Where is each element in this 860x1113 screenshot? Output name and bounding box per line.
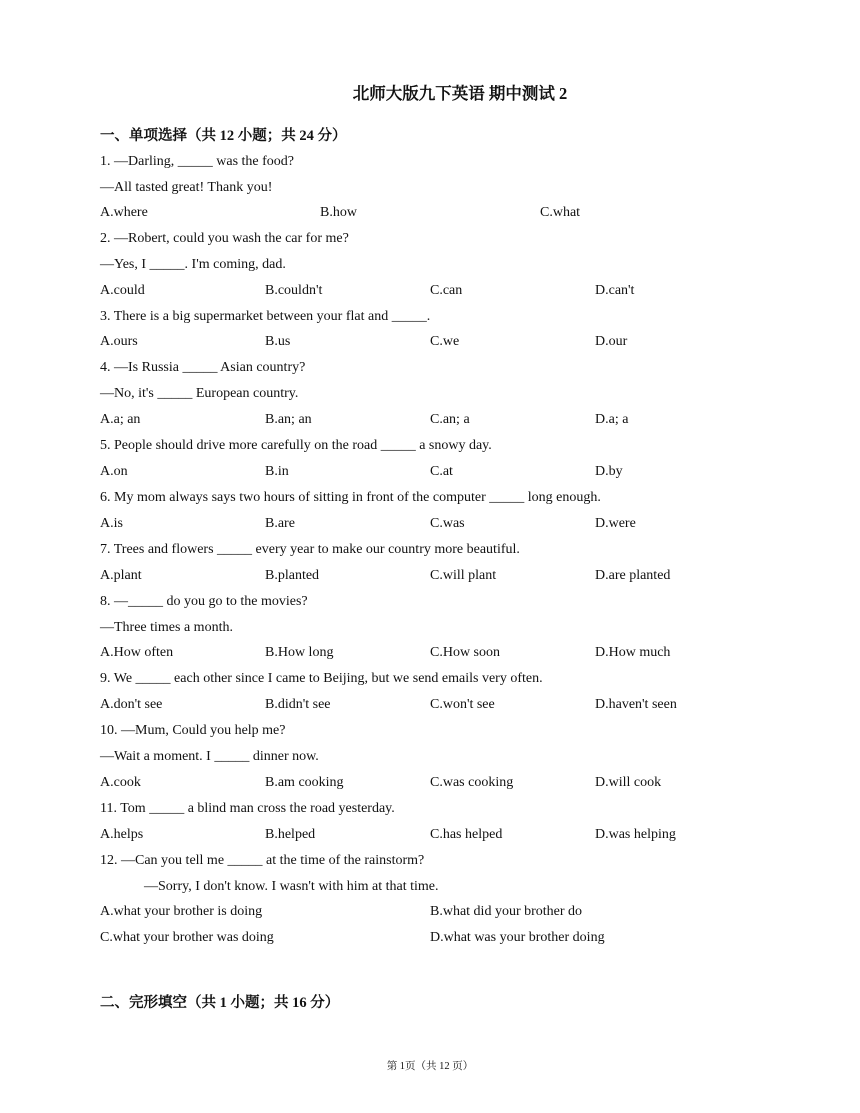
option-a: A.a; an [100,412,141,427]
option-a: A.helps [100,827,144,842]
option-d: D.a; a [595,412,629,427]
option-d: D.haven't seen [595,697,677,712]
option-b: B.didn't see [265,697,331,712]
question-12-reply: —Sorry, I don't know. I wasn't with him at that time. [144,879,439,894]
option-b: B.helped [265,827,316,842]
question-10-options [100,774,800,792]
option-d: D.can't [595,283,635,298]
option-d: D.are planted [595,568,671,583]
option-b: B.an; an [265,412,312,427]
question-4-options [100,411,800,429]
question-4-reply: —No, it's _____ European country. [100,386,299,401]
option-a: A.is [100,516,123,531]
option-d: D.were [595,516,636,531]
question-6-stem: 6. My mom always says two hours of sitting in front of the computer _____ long enough. [100,490,601,505]
option-c: C.was [430,516,465,531]
option-b: B.what did your brother do [430,904,583,919]
option-b: B.how [320,205,357,220]
question-12-options-cd [100,929,800,947]
option-c: C.what [540,205,581,220]
option-b: B.planted [265,568,320,583]
question-12-stem: 12. —Can you tell me _____ at the time of the rainstorm? [100,853,425,868]
option-c: C.How soon [430,645,501,660]
question-1-options [100,204,800,222]
option-a: A.where [100,205,148,220]
question-3-stem: 3. There is a big supermarket between your flat and _____. [100,309,431,324]
page-footer: 第 1页（共 12 页） [386,1061,474,1072]
option-b: B.us [265,334,291,349]
question-2-stem: 2. —Robert, could you wash the car for me? [100,231,349,246]
question-8-options [100,644,800,662]
question-2-options [100,282,800,300]
option-c: C.an; a [430,412,470,427]
option-c: C.what your brother was doing [100,930,274,945]
question-8-reply: —Three times a month. [100,620,233,635]
page-title: 北师大版九下英语 期中测试 2 [352,84,568,103]
question-10-reply: —Wait a moment. I _____ dinner now. [100,749,319,764]
question-1-reply: —All tasted great! Thank you! [100,180,273,195]
option-a: A.don't see [100,697,163,712]
section-heading-choice: 一、单项选择（共 12 小题；共 24 分） [100,128,347,144]
option-d: D.our [595,334,628,349]
option-d: D.was helping [595,827,676,842]
option-a: A.cook [100,775,141,790]
option-c: C.has helped [430,827,503,842]
question-5-options [100,463,800,481]
option-d: D.will cook [595,775,662,790]
question-4-stem: 4. —Is Russia _____ Asian country? [100,360,306,375]
option-a: A.plant [100,568,142,583]
option-b: B.am cooking [265,775,344,790]
option-d: D.what was your brother doing [430,930,605,945]
question-8-stem: 8. —_____ do you go to the movies? [100,594,308,609]
option-a: A.what your brother is doing [100,904,263,919]
question-9-stem: 9. We _____ each other since I came to Beijing, but we send emails very often. [100,671,543,686]
option-b: B.How long [265,645,334,660]
option-d: D.How much [595,645,671,660]
option-a: A.could [100,283,145,298]
question-11-options [100,826,800,844]
question-9-options [100,696,800,714]
option-b: B.are [265,516,295,531]
question-12-options-ab [100,903,800,921]
section-heading-cloze: 二、完形填空（共 1 小题；共 16 分） [100,995,340,1011]
option-c: C.can [430,283,463,298]
option-d: D.by [595,464,623,479]
option-c: C.won't see [430,697,495,712]
question-7-stem: 7. Trees and flowers _____ every year to make our country more beautiful. [100,542,520,557]
question-3-options [100,333,800,351]
option-c: C.we [430,334,460,349]
question-6-options [100,515,800,533]
question-2-reply: —Yes, I _____. I'm coming, dad. [100,257,286,272]
option-a: A.on [100,464,128,479]
option-a: A.How often [100,645,174,660]
option-b: B.in [265,464,289,479]
question-7-options [100,567,800,585]
question-5-stem: 5. People should drive more carefully on the road _____ a snowy day. [100,438,492,453]
option-b: B.couldn't [265,283,323,298]
option-c: C.was cooking [430,775,514,790]
option-c: C.at [430,464,453,479]
question-11-stem: 11. Tom _____ a blind man cross the road yesterday. [100,801,395,816]
option-c: C.will plant [430,568,497,583]
option-a: A.ours [100,334,138,349]
question-10-stem: 10. —Mum, Could you help me? [100,723,286,738]
question-1-stem: 1. —Darling, _____ was the food? [100,154,295,169]
